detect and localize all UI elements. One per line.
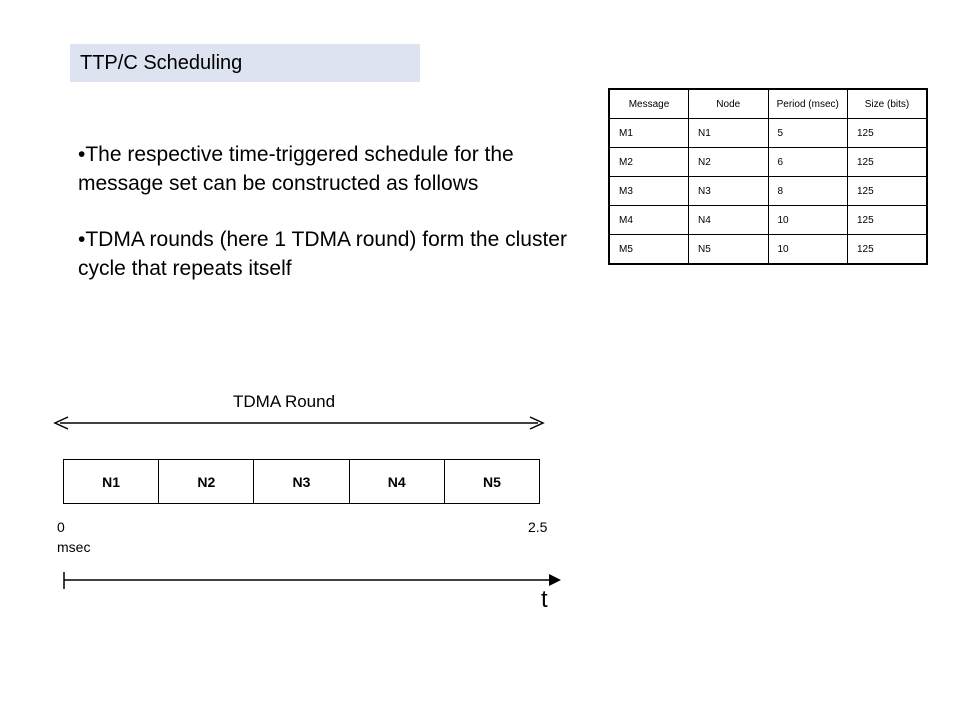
time-unit-label: msec (57, 539, 91, 555)
time-axis-label: t (541, 586, 548, 613)
table-cell: 125 (848, 119, 928, 148)
table-cell: 125 (848, 206, 928, 235)
table-cell: M5 (609, 235, 689, 265)
tdma-round-double-arrow (55, 417, 543, 429)
table-cell: N1 (689, 119, 769, 148)
tdma-slot: N5 (482, 473, 501, 490)
table-cell: 125 (848, 148, 928, 177)
table-cell: N4 (689, 206, 769, 235)
column-header: Node (689, 89, 769, 119)
round-end-label: 2.5 (528, 519, 548, 535)
table-cell: M1 (609, 119, 689, 148)
tdma-slot: N2 (159, 460, 254, 503)
table-cell: 125 (848, 177, 928, 206)
tdma-round-label: TDMA Round (233, 392, 336, 411)
table-cell: M3 (609, 177, 689, 206)
table-cell: N2 (689, 148, 769, 177)
table-cell: N3 (689, 177, 769, 206)
tdma-slot: N3 (254, 460, 349, 503)
round-start-label: 0 (57, 519, 65, 535)
column-header: Period (msec) (768, 89, 848, 119)
tdma-slot: N4 (350, 460, 445, 503)
bullet-item: •The respective time-triggered schedule for the message set can be constructed as follows (78, 143, 514, 195)
table-cell: 6 (768, 148, 848, 177)
bullet-item: •TDMA rounds (here 1 TDMA round) form the cluster cycle that repeats itself (78, 228, 567, 280)
slide-title: TTP/C Scheduling (70, 44, 420, 82)
time-axis-arrow (64, 572, 561, 589)
table-cell: N5 (689, 235, 769, 265)
table-cell: 125 (848, 235, 928, 265)
column-header: Size (bits) (848, 89, 928, 119)
table-cell: M4 (609, 206, 689, 235)
tdma-slot: N1 (64, 460, 159, 503)
table-cell: M2 (609, 148, 689, 177)
table-cell: 10 (768, 235, 848, 265)
table-cell: 5 (768, 119, 848, 148)
tdma-slot-bar (63, 459, 540, 504)
table-cell: 10 (768, 206, 848, 235)
column-header: Message (609, 89, 689, 119)
table-cell: 8 (768, 177, 848, 206)
